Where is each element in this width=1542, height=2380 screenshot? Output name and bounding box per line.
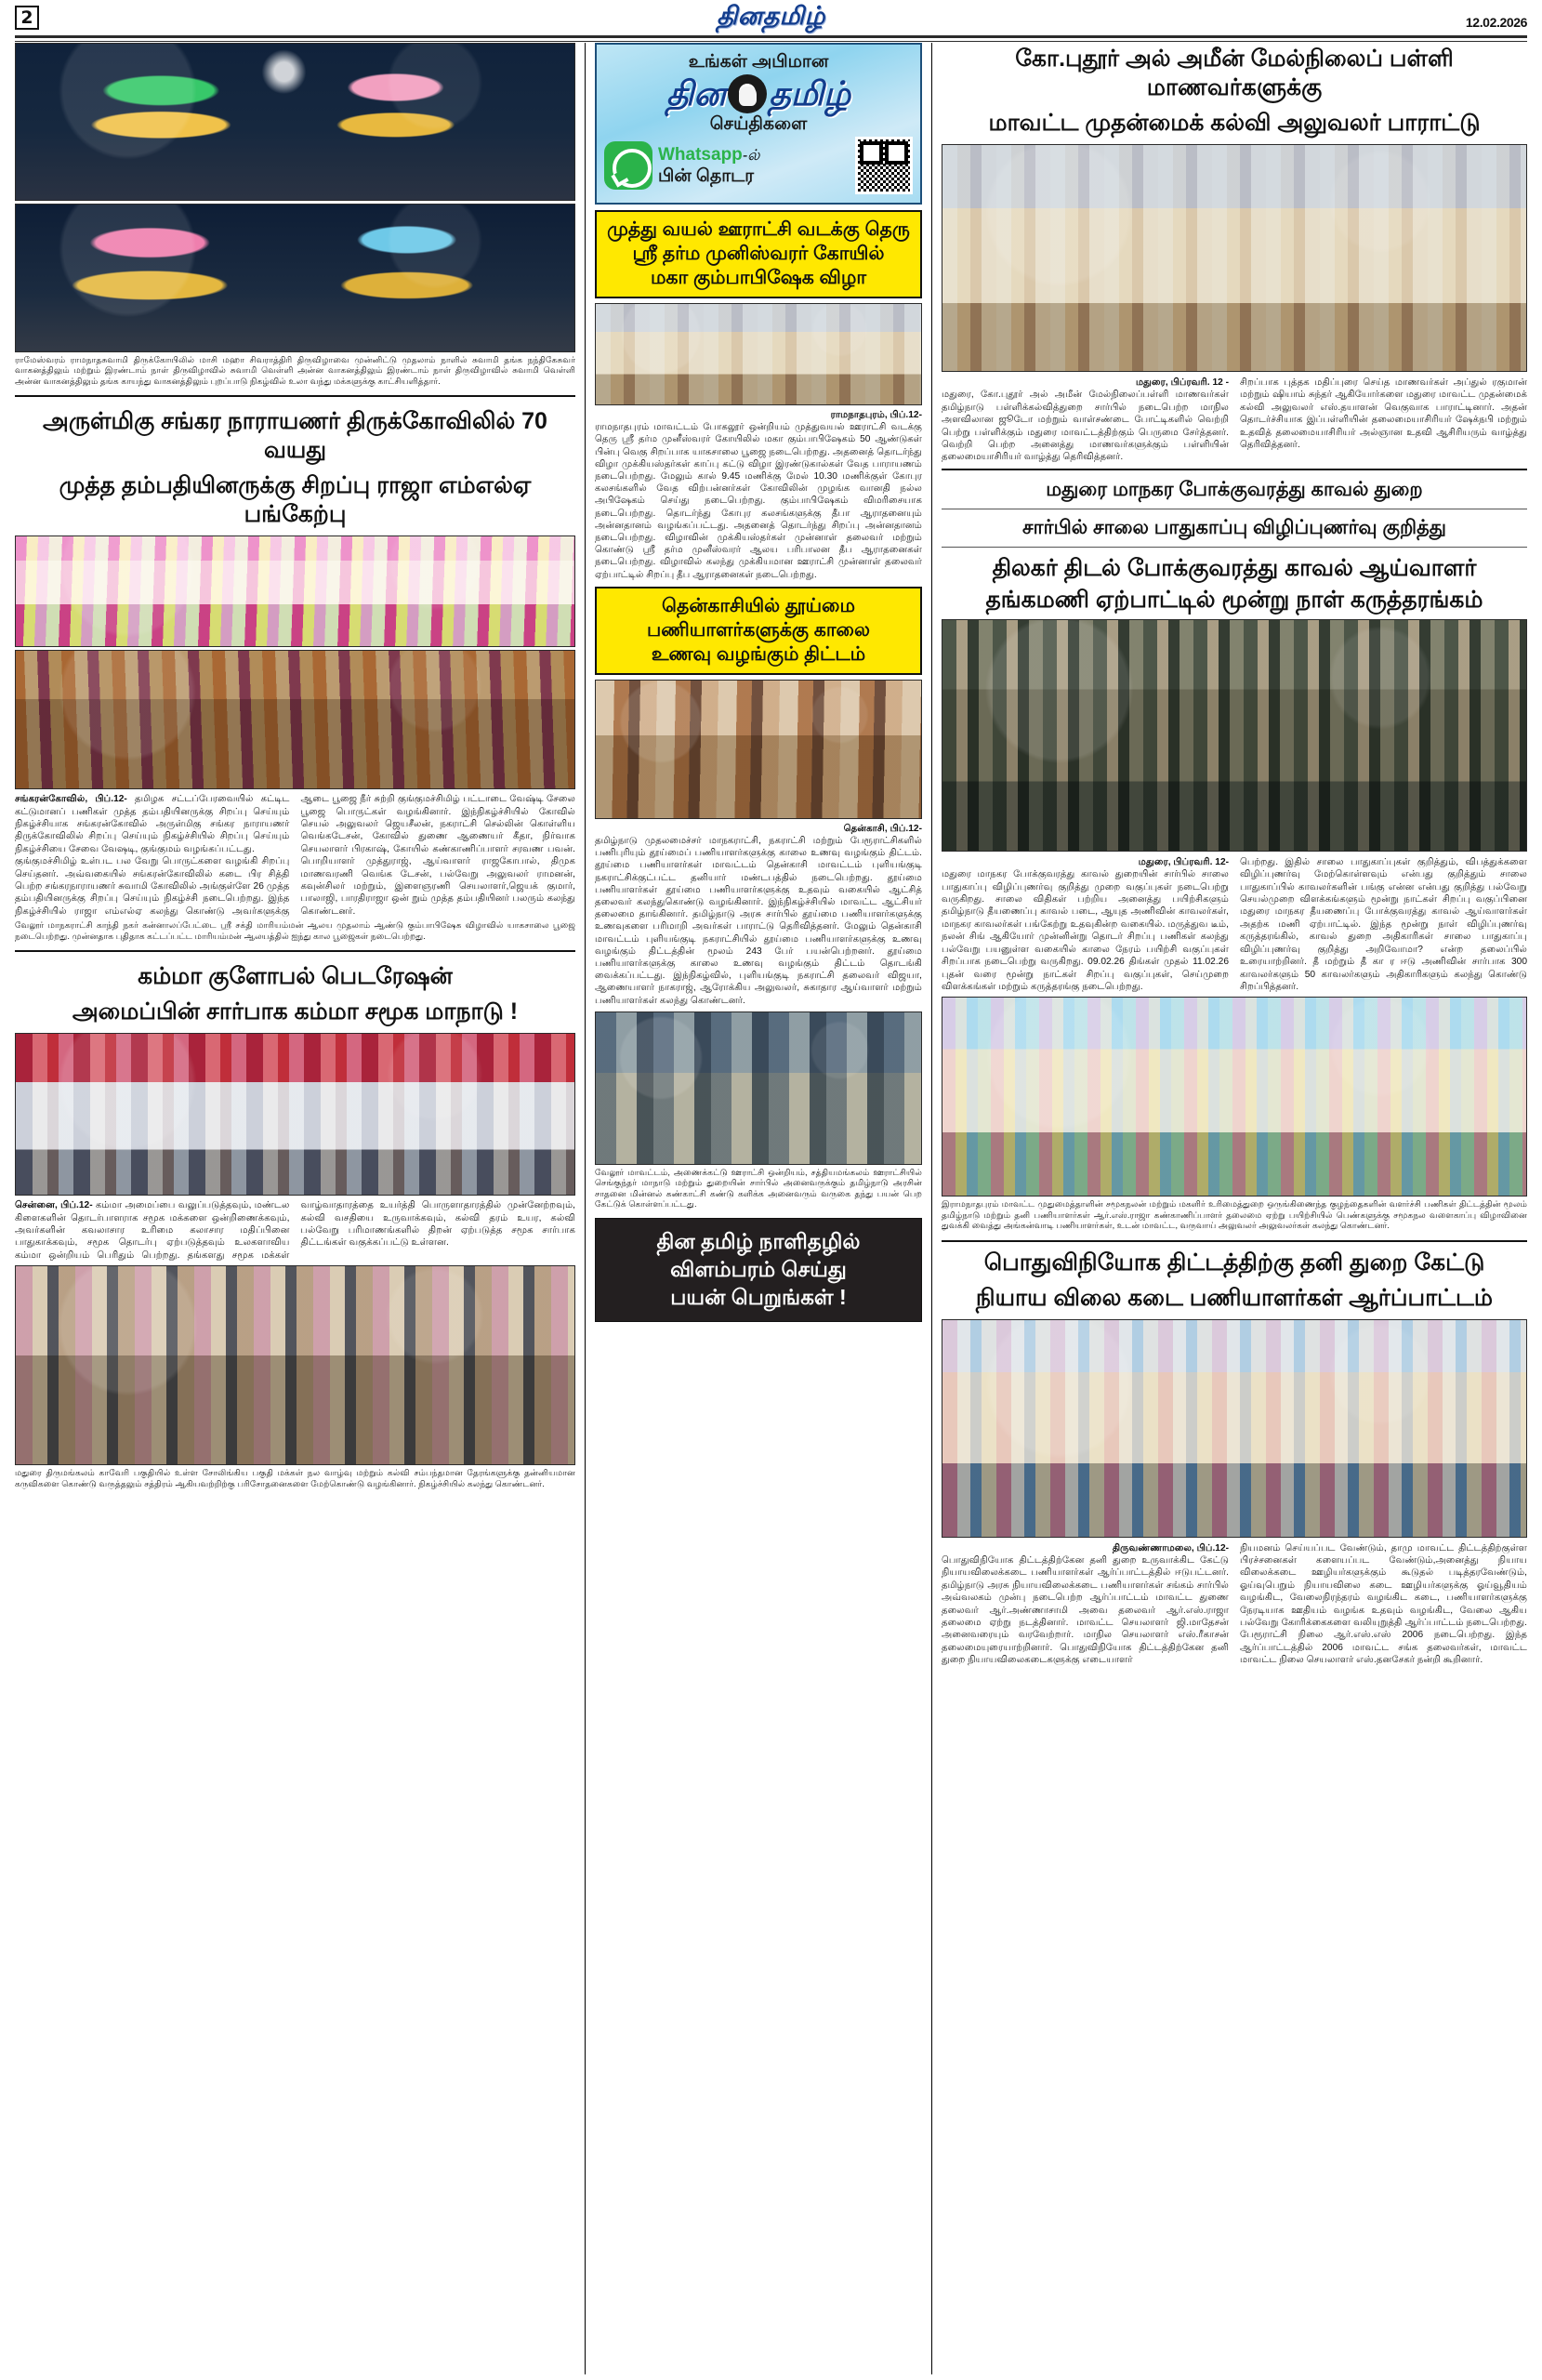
right-headline-1-line-2: மாவட்ட முதன்மைக் கல்வி அலுவலர் பாராட்டு	[988, 110, 1481, 136]
left-story-1-dateline: சங்கரன்கோவில், பிப்.12-	[15, 794, 127, 805]
divider	[15, 395, 575, 397]
right-headline-2-line-4: தங்கமணி ஏற்பாட்டில் மூன்று நாள் கருத்தரங்கம்	[985, 586, 1483, 613]
bottom-ad-line-3: பயன் பெறுங்கள் !	[670, 1284, 847, 1309]
award-ceremony-handover-photo	[15, 1265, 575, 1465]
whatsapp-word: Whatsapp	[658, 145, 743, 165]
ad-line-3: செய்திகளை	[709, 114, 808, 134]
divider	[15, 950, 575, 952]
left-headline-1-line-1: அருள்மிகு சங்கர நாராயணர் திருக்கோவிலில் 70 வயது	[43, 408, 547, 464]
right-headline-2-line-2: சார்பில் சாலை பாதுகாப்பு விழிப்புணர்வு குறித்து	[1022, 516, 1446, 538]
mid-headline-2-line-3: உணவு வழங்கும் திட்டம்	[651, 642, 866, 665]
left-story-2-para: கம்மா அமைப்பை வலுப்படுத்தவும், மண்டல கிளைகளின் தொடர்பாளராக சமூக மக்களை ஒன்றிணைக்கவும், அவர்களின் கவலாசார உரிமை கலாசார மதிப்பினை பாதுகாக்கவும், சமூக தொடர்பு ஏற்படுத்தவும் உலகளாவிய கம்மா ஒன்றியம் பெரிதும் பெற்றது. தங்களது சமூக மக்கள் வாழ்வாதாரத்தை உயர்த்தி பொருளாதாரத்தில் முன்னேற்றவும், கல்வி வசதியை உருவாக்கவும், கல்வி தரம் உயர, கல்வி பல்வேறு பரிமாணங்களில் திறன் ஏற்படுத்த சமூக சார்பாக திட்டங்கள் வகுக்கப்பட்டு உள்ளன.	[15, 1200, 575, 1261]
masthead-rule-thick	[15, 35, 1527, 38]
right-story-2-col-1: மதுரை மாநகர போக்குவரத்து காவல் துறையின் சார்பில் சாலை பாதுகாப்பு விழிப்புணர்வு குறித்து முறை வகுப்புகள் நடைபெற்று வருகிறது. சாலை விதிகள் பற்றிய அனைத்து பயிற்சிகளும் தமிழ்நாடு தீயணைப்பு காவல் படை, ஆயுத அணிவின் காவலர்கள், மாநகர காவலர்கள் பங்கேற்று உதவுகின்ற வகையில். மருத்துவ டீம், நலன் சிங் ஆகியோர் முன்னின்று தொடர் சிறப்பு பணிகள் கலந்து பல்வேறு பயனுள்ள வகையில் காலை நேரம் பயிற்சி வகுப்புகள் சிறப்பாக நடைபெற்று வருகிறது. 09.02.26 திங்கள் முதல் 11.02.26 புதன் வரை மூன்று நாட்கள் சிறப்பு வகுப்புகள், செய்முறை விளக்கங்கள் மற்றும் கருத்தரங்கு நடைபெற்றது.	[942, 869, 1229, 992]
mid-story-1-text: ராமநாதபுரம் மாவட்டம் போகலூர் ஒன்றியம் முத்துவயல் ஊராட்சி வடக்கு தெரு ஸ்ரீ தர்ம முனீஸ்வரர் கோயிலில் மகா கும்பாபிஷேகம் 50 ஆண்டுகள் பின்பு வெகு சிறப்பாக யாகசாலை பூஜை நடைபெற்றது. அதனைத் தொடர்ந்து விழா முக்கியஸ்தர்கள் காப்பு கட்டு விழா இரண்டுகால்கள் வேத பாராயணம் நடைபெற்றது. மேலும் கால் 9.45 மணிக்கு மேல் 10.30 மணிக்குள் கோபுர கலசங்களில் வேத விற்பன்னர்கள் கோவிலின் முழங்க வானதி நல்ல அபிஷேகம் செய்து நடைபெற்றது. கும்பாபிஷேகம் விமரிசையாக நடைபெற்றது. தொடர்ந்து கோபுர கலசங்களுக்கு தீபா ஆராதனையும் அன்னதானம் வழங்கப்பட்டது. அதனைத் தொடர்ந்து சிறப்பு அன்னதானம் நடைபெற்றது. விழாவின் முக்கியஸ்தர்கள் முன்னாள் தலைவர் மற்றும் கொண்டு ஸ்ரீ தர்ம முனீஸ்வரர் ஆலய பரிபாலன தீப ஆராதனைகள் நடைபெற்றது. விழாவில் கலந்து முக்கியமான ஊராட்சி முன்னாள் தலைவர் ஏற்பாட்டில் சிறப்பு தீப ஆராதனைகள் நடைபெற்றது.	[595, 422, 922, 580]
divider	[942, 547, 1527, 548]
mid-headline-1-line-2: ஸ்ரீ தர்ம முனிஸ்வரர் கோயில்	[632, 243, 885, 264]
mid-photo-caption-1: வேலூர் மாவட்டம், அணைக்கட்டு ஊராட்சி ஒன்றியம், சத்தியமங்கலம் ஊராட்சியில் செங்குந்தர் மாநாடு மற்றும் துறையின் சார்பில் அனைவருக்கும் தமிழ்நாடு அரசின் சாதனை மின்னல் கண்காட்சி கண்டு களிக்க அனைவரும் வருகை தந்து பயன் பெற கேட்டுக் கொள்ளப்பட்டது.	[595, 1167, 922, 1210]
mid-story-2-text: தமிழ்நாடு முதலமைச்சர் மாநகராட்சி, நகராட்சி மற்றும் பேரூராட்சிகளில் பணிபுரியும் தூய்மைப் பணியாளர்களுக்கு காலை உணவு வழங்கும் திட்டம். தூய்மை பணியாளர்கள் மாவட்டம் தென்காசி மாவட்டம் புளியங்குடி நகராட்சிக்குட்பட்ட தனியார் மண்டபத்தில் நடைபெற்றது. தூய்மை பணியாளர்கள் தூய்மை பணியாளர்களுக்கு உதவும் வகையில் ஆட்சித் தலைவர் கலந்துகொண்டு வழங்கினார். இந்நிகழ்ச்சியில் மாவட்ட ஆட்சியர் தலைமை தாங்கினார். தமிழ்நாடு அரசு சார்பில் தூய்மை பணியாளர்களுக்கு உணவுகளை பரிமாறி அவர்கள் பாராட்டு தெரிவித்தனர். மேலும் தென்காசி மாவட்டம் புளியங்குடி நகராட்சியில் தூய்மை பணியாளர்களுக்கு உணவு வழங்கும் திட்டத்தின் மூலம் 243 பேர் பயன்பெற்றனர். தூய்மை பணியாளர்களுக்கு காலை உணவு வழங்கும் திட்டம் தொடங்கி வைக்கப்பட்டது. இந்நிகழ்வில், புளியங்குடி நகராட்சி தலைவர் விஜயா, ஆணையாளர் நாகராஜ், ஆரோக்கிய அலுவலர், சுகாதார ஆய்வாளர் மற்றும் பணியாளர்கள் கலந்து கொண்டனர்.	[595, 836, 922, 1006]
advertise-with-us-ad[interactable]	[595, 1218, 922, 1322]
temple-deity-vahanam-photo	[15, 204, 575, 352]
police-personnel-assembly-photo	[942, 619, 1527, 852]
mid-headline-1-line-3: மகா கும்பாபிஷேக விழா	[650, 267, 867, 288]
middle-column	[585, 43, 932, 2374]
right-story-1-body	[942, 377, 1527, 464]
ad-logo-right: தமிழ்	[769, 74, 851, 112]
right-story-2-dateline: மதுரை, பிப்ரவரி. 12-	[1138, 856, 1229, 867]
masthead	[0, 0, 1542, 43]
breakfast-distribution-officials-photo	[595, 680, 922, 819]
children-cultural-program-group-photo	[942, 997, 1527, 1197]
divider	[942, 469, 1527, 470]
mid-story-2-body	[595, 823, 922, 1007]
photo-caption-1: ராமேஸ்வரம் ராமநாதசுவாமி திருக்கோயிலில் மாசி மஹா சிவராத்திரி திருவிழாவை முன்னிட்டு முதலாம் நாளில் சுவாமி தங்க நந்திகேசுவர் வாகனத்திலும் மற்றும் இரண்டாம் நாள் திருவிழாவில் சுவாமி வெள்ளி அன்ன வாகனத்திலும் இரண்டாம் நாள் திருவிழாவில் சுவாமி வெள்ளி அன்ன வாகனத்திலும் தங்க காயந்து வாகனத்திலும் புறப்பாடு நிகழ்வில் உலா வந்து மக்களுக்கு காட்சியளித்தார்.	[15, 355, 575, 386]
ad-line-1: உங்கள் அபிமான	[688, 52, 829, 72]
exhibition-visitors-display-boards-photo	[595, 1012, 922, 1165]
left-story-1-body	[15, 793, 575, 918]
right-headline-3-line-2: நியாய விலை கடை பணியாளர்கள் ஆர்ப்பாட்டம்	[975, 1284, 1494, 1311]
mid-headline-2-line-1: தென்காசியில் தூய்மை	[662, 594, 855, 616]
divider	[942, 1240, 1527, 1242]
temple-ritual-homam-photo	[15, 650, 575, 789]
right-photo-caption-1: இராமநாதபுரம் மாவட்ட முதுமைத்தாளின் சமூகநலன் மற்றும் மகளிர் உரிமைத்துறை ஒருங்கிணைந்த குழந்தைகளின் வளர்ச்சி பணிகள் திட்டத்தின் மூலம் தமிழ்நாடு மற்றும் தனி பணியாளர்கள் ஆர்.எஸ்.ராஜா கண்காணிப்பாளர் தலைமை ஏற்று பயிற்சியில் பெண்களுக்கு சமூகநல வளைகாப்பு விழாவினை துவக்கி வைத்து அங்கன்வாடி பணியாளர்கள், உடன் மாவட்ட, வருவாய் அலுவலர் அலுவலர்கள் கலந்து கொண்டனர்.	[942, 1199, 1527, 1231]
left-headline-2-line-2: அமைப்பின் சார்பாக கம்மா சமூக மாநாடு !	[72, 998, 519, 1025]
paper-title: தினதமிழ்	[717, 2, 825, 30]
photo-caption-2: வேலூர் மாநகராட்சி காந்தி நகர் கன்னாலப்பேட்டை ஶ்ரீ சக்தி மாரியம்மன் ஆலய முதலாம் ஆண்டு கும்பாபிஷேக விழாவில் யாகசாலை பூஜை நடைபெற்றது. முன்னதாக புதிதாக கட்டப்பட்ட மாரியம்மன் ஆலயத்தில் ஐந்து கால பூஜைகள் நடைபெற்றது.	[15, 920, 575, 941]
left-headline-1-line-2: முத்த தம்பதியினருக்கு சிறப்பு ராஜா எம்எல்ஏ பங்கேற்பு	[59, 472, 532, 528]
masthead-rule-thin	[15, 41, 1527, 42]
right-story-1-col-2: சிறப்பாக புத்தக மதிப்புரை செய்த மாணவர்கள் அப்துல் ரகுமான் மற்றும் ஷியாம் சுந்தர் ஆகியோர்களை மதுரை மாவட்ட முதன்மைக் கல்வி அலுவலர் எஸ்.தயாளன் வெகுவாக பாராட்டினார். அதன் தொடர்ச்சியாக இப்பள்ளியின் தலைமையாசிரியர் ஷேக்நபி மற்றும் உதவித் தலைமையாசிரியர் அல்ஞான உதவி ஆசிரியரும் வாழ்த்து தெரிவித்தனர்.	[1240, 377, 1527, 451]
mid-story-2-dateline: தென்காசி, பிப்.12-	[843, 823, 922, 834]
column-grid	[15, 43, 1527, 2374]
left-story-1-para-2: குங்குமச்சிமிழ் உள்பட பல வேறு பொருட்களை வழங்கி சிறப்பு செய்தனர். அவ்வகையில் சங்கரன்கோவிலில் கடை பிர சித்தி பெற்ற சங்கரநாராயணர் சுவாமி கோவிலில் அங்குள்ளே 26 முத்த தம்பதியினருக்கு சிறப்பு செய்யும் நிகழ்ச்சி நடைபெற்றது. இந்த நிகழ்ச்சியில் ராஜா எம்எல்ஏ கலந்து கொண்டு அவர்களுக்கு ஆடை பூஜை நீர் சுற்றி குங்குமச்சிமிழ் பட்டாடை வேஷ்டி சேலை பூஜை பொருட்கள் வழங்கினார். இந்நிகழ்ச்சியில் கோவில் செயல் அலுவலர் ஜெயசீலன், நகராட்சி செல்லின் கொள்ளிய வெங்கடேசன், கோவில் துணை ஆணையர் கீதா, நிர்வாக செயலாளர் பிரகாஷ், கோயில் கண்காணிப்பாளர் சரவண பவன். பொறியாளர் முத்துராஜ், ஆய்வாளர் ராஜகோபால், திமுக மாணவரணி வெங்க டேசன், பல்வேறு அலுவலர் ராமனன், கவுன்சிலர் மற்றும், இளைஞரணி செயலாளர்,ஜெயக் குமார், பாலாஜி, பாரதிராஜா ஒன் றும் முத்த தம்பதியினர் பலரும் கலந்து கொண்டனர்.	[15, 794, 575, 917]
whatsapp-qr-code-icon[interactable]	[855, 137, 913, 194]
whatsapp-suffix: -ல்	[742, 148, 760, 164]
left-story-1-para-1: தமிழக சட்டப்பேரவையில் கட்டிட கட்டுமானப் பணிகள் முத்த தம்பதியினருக்கு சிறப்பு செய்யும் நிகழ்ச்சியாக சங்கரன்கோவில் அருள்மிகு சங்கர நாராயணர் திருக்கோவிலில் சிறப்பு செய்யும் நிகழ்ச்சியில் சிறப்பு செய்யும் நிகழ்ச்சியை சேவை வேஷடி, குங்குமம் வழங்கப்பட்டது.	[15, 794, 290, 854]
bottom-ad-line-2: விளம்பரம் செய்து	[670, 1256, 847, 1281]
mid-headline-2-line-2: பணியாளர்களுக்கு காலை	[647, 618, 870, 641]
mid-headline-box-1	[595, 210, 922, 298]
ad-logo-row	[604, 74, 913, 113]
whatsapp-icon[interactable]	[604, 141, 652, 190]
temple-chariot-procession-photo	[15, 43, 575, 201]
ad-words	[658, 144, 850, 187]
bottom-ad-line-1: தின தமிழ் நாளிதழில்	[656, 1228, 861, 1253]
conference-stage-portrait-photo	[15, 1033, 575, 1196]
publication-date: 12.02.2026	[1465, 15, 1527, 30]
left-headline-2-line-1: கம்மா குளோபல் பெடரேஷன்	[138, 963, 453, 990]
ration-shop-workers-protest-photo	[942, 1319, 1527, 1538]
mid-story-1-dateline: ராமநாதபுரம், பிப்.12-	[830, 410, 922, 420]
students-certificates-group-photo	[942, 144, 1527, 372]
photo-caption-3: மதுரை திருமங்கலம் காவேரி பகுதியில் உள்ள சோலிங்கிய பகுதி மக்கள் நல வாழ்வு மற்றும் கல்வி சம்பந்தமான தேரங்களுக்கு தன்னியமான கருவிகளை கொண்டு வருத்தலும் சத்திரம் ஆகியவற்றிற்கு பரிசோதனைகளை மேற்கொண்டு வழங்கினார். நிகழ்ச்சியில் கலந்து கொண்டனர்.	[15, 1468, 575, 1488]
mid-headline-1-line-1: முத்து வயல் ஊராட்சி வடக்கு தெரு	[607, 218, 910, 240]
elderly-couple-garlanded-group-photo	[15, 536, 575, 647]
left-story-2-body	[15, 1199, 575, 1262]
right-headline-2-line-1: மதுரை மாநகர போக்குவரத்து காவல் துறை	[1046, 478, 1423, 500]
thinking-sage-emblem-icon	[728, 74, 767, 113]
right-headline-2-line-3: திலகர் திடல் போக்குவரத்து காவல் ஆய்வாளர்	[992, 554, 1477, 581]
right-story-3-body	[942, 1542, 1527, 1667]
right-story-3-col-1: பொதுவிநியோக திட்டத்திற்கேன தனி துறை உருவாக்கிட கேட்டு நியாயவிலைக்கடை பணியாளர்கள் ஆர்ப்பாட்டத்தில் ஈடுபட்டனர். தமிழ்நாடு அரசு நியாயவிலைக்கடை பணியாளர்கள் சங்கம் சார்பில் அவ்வலகம் முன்பு நடைபெற்ற ஆர்ப்பாட்டம் மாவட்ட துணை தலைவர் ஆர்.அண்ணாசாமி அவை தலைவர் ஆர்.எஸ்.ராஜா தலைமை ஏற்று நடத்தினார். மாவட்ட செயலாளர் ஜி.மாதேசன் அனைவரையும் வரவேற்றார். மாநில செயலாளர் எஸ்.ரீகாசன் தலைமையுரையாற்றினார். பொதுவிநியோக திட்டத்திற்கேன தனி துறை நியாயவிலைகடைகளுக்கு எடையாளர்	[942, 1554, 1229, 1666]
page-number: 2	[15, 6, 39, 30]
right-story-2-body	[942, 856, 1527, 993]
right-headline-3-line-1: பொதுவிநியோக திட்டத்திற்கு தனி துறை கேட்டு	[983, 1249, 1485, 1276]
left-column	[15, 43, 585, 2374]
mid-story-1-body	[595, 409, 922, 581]
priests-temple-kumbabishekam-photo	[595, 303, 922, 405]
right-story-2-col-2: பெற்றது. இதில் சாலை பாதுகாப்புகள் குறித்தும், விபத்துக்களை விழிப்புணர்வு மேற்கொள்ளவும் என்பது குறித்தும் சாலை பாதுகாப்பில் காவலர்களின் பங்கு என்ன என்பது குறித்து பல்வேறு செயல்முறை விளக்கங்களும் மூன்று நாட்கள் சிறப்பு வகுப்பினை மதுரை மாநகர தீயணைப்பு போக்குவரத்து காவல் ஆய்வாளர்கள் அதற்க மணி ஏற்பாட்டில். இந்த மூன்று நாள் விழிப்புணர்வு கருத்தரங்கில், காவல் துறை அதிகாரிகள் சாலை பாதுகாப்பு விழிப்புணர்வு குறித்து அறிவோமா? என்ற தலைப்பில் உரையாற்றினர். தீ மற்றும் தீ கா ர ஈடு அணிவின் சார்பாக 300 காவலர்களும் 50 காவலர்களும் அதிகாரிகளும் கலந்து கொண்டு சிறப்பித்தனர்.	[1240, 856, 1527, 992]
left-story-2-dateline: சென்னை, பிப்.12-	[15, 1200, 93, 1211]
right-story-3-dateline: திருவண்ணாமலை, பிப்.12-	[1112, 1542, 1229, 1554]
whatsapp-follow-ad[interactable]	[595, 43, 922, 205]
ad-bottom-row	[604, 137, 913, 194]
follow-word: பின் தொடர	[658, 166, 755, 186]
right-story-1-dateline: மதுரை, பிப்ரவரி. 12 -	[1135, 377, 1229, 388]
right-story-3-col-2: நியமனம் செய்யப்பட வேண்டும், தாமு மாவட்ட திட்டத்திற்குள்ள பிரச்சனைகள் களையப்பட வேண்டும்,அனைத்து நியாய விலைக்கடை ஊழியர்களுக்கும் கூடுதல் படித்தரவேண்டும், ஓய்வுபெறும் நியாயவிலை கடை ஊழியர்களுக்கு ஓய்வூதியம் வழங்கிட, வேலைநிரந்தரம் வழங்கிட கடை, பணியாளர்களுக்கு நேரடியாக ஊதியம் வழங்க உதவும் வழங்கிட, வேலை ஆகிய பல்வேறு கோரிக்கைகளை வலியுறுத்தி ஆர்ப்பாட்டம் நடைபெற்றது. பேரூராட்சி நிலை ஆர்.எஸ்.எஸ் 2006 நடைபெற்றது. இந்த ஆர்ப்பாட்டத்தில் 2006 மாவட்ட சங்க தலைவர்கள், மாவட்ட மாவட்ட நிலை செயலாளர் எஸ்.தனசேகர் நன்றி கூறினார்.	[1240, 1542, 1527, 1666]
right-column	[932, 43, 1527, 2374]
mid-headline-box-2	[595, 587, 922, 675]
right-headline-1-line-1: கோ.புதூர் அல் அமீன் மேல்நிலைப் பள்ளி மாணவர்களுக்கு	[1015, 46, 1454, 100]
right-story-1-col-1: மதுரை, கோ.புதூர் அல் அமீன் மேல்நிலைப்பள்ளி மாணவர்கள் தமிழ்நாடு பள்ளிக்கல்வித்துறை சார்பில் நடைபெற்ற மாநில அளவிலான ஜூடோ மற்றும் வாள்சண்டை போட்டிகளில் வெற்றி பெற்று பள்ளிக்கும் மதுரை மாவட்டத்திற்கும் பெருமை சேர்த்தனர். வெற்றி பெற்ற அனைத்து மாணவர்களுக்கும் பள்ளியின் தலைமையாசிரியர் வாழ்த்து தெரிவித்தனர்.	[942, 390, 1229, 463]
ad-logo-left: தின	[666, 74, 727, 112]
